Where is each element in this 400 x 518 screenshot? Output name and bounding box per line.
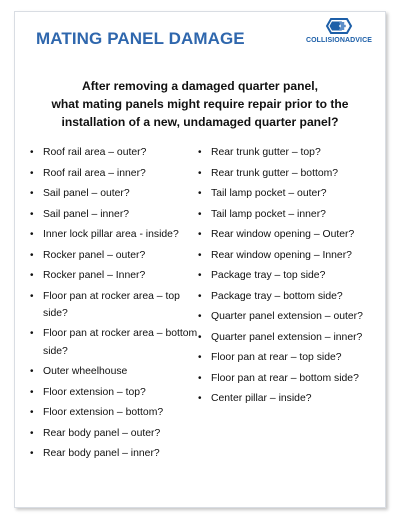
bullet-icon: • [198,147,202,158]
collision-advice-logo-text: COLLISIONADVICE [305,37,373,44]
bullet-icon: • [198,208,202,220]
list-item-text: Roof rail area – outer? [43,147,147,158]
question-block [24,77,376,131]
list-item [28,404,198,421]
list-item-text: Rear trunk gutter – top? [211,147,321,158]
bullet-icon: • [198,270,202,281]
list-item [196,329,374,346]
list-item [196,144,374,161]
bullet-icon: • [30,249,34,261]
bullet-icon: • [198,188,202,199]
list-item-text: Quarter panel extension – outer? [211,311,363,322]
list-item-text: Package tray – bottom side? [211,290,343,302]
list-item-text: Floor pan at rocker area – top side? [43,290,180,319]
list-item-text: Floor pan at rear – top side? [211,352,342,363]
list-item-text: Inner lock pillar area - inside? [43,229,179,240]
list-item-text: Floor extension – bottom? [43,407,164,419]
list-item-text: Rear window opening – Inner? [211,249,352,261]
list-item-text: Quarter panel extension – inner? [211,331,363,343]
bullet-icon: • [198,167,202,179]
bullet-icon: • [30,270,34,281]
list-item-text: Rear window opening – Outer? [211,229,355,240]
list-item-text: Sail panel – inner? [43,208,130,220]
bullet-icon: • [198,229,202,240]
list-item [196,308,374,325]
question-line-3: installation of a new, undamaged quarter panel? [61,115,339,129]
list-item-text: Rocker panel – Inner? [43,270,146,281]
bullet-icon: • [198,290,202,302]
list-item [196,390,374,407]
list-item [28,226,198,243]
list-item-text: Tail lamp pocket – outer? [211,188,327,199]
list-item [28,363,198,380]
collision-advice-logo [300,16,378,46]
bullet-icon: • [30,188,34,199]
list-item-text: Outer wheelhouse [43,366,128,378]
bullet-icon: • [198,249,202,261]
list-item [28,325,198,360]
list-item [28,288,198,323]
list-item-text: Floor extension – top? [43,386,146,398]
bullet-icon: • [30,167,34,179]
bullet-icon: • [198,352,202,363]
list-item-text: Sail panel – outer? [43,188,130,199]
collision-advice-logo-icon [324,16,354,36]
question-line-1: After removing a damaged quarter panel, [82,79,318,93]
bullet-icon: • [30,386,34,398]
list-item-text: Rocker panel – outer? [43,249,146,261]
bullet-icon: • [30,448,34,460]
list-item [196,349,374,366]
right-panel-list [196,144,374,411]
list-item-text: Floor pan at rocker area – bottom side? [43,328,198,357]
list-item [28,445,198,462]
list-item-text: Rear body panel – outer? [43,427,161,439]
list-item-text: Floor pan at rear – bottom side? [211,372,359,384]
bullet-icon: • [198,393,202,404]
bullet-icon: • [30,328,34,340]
list-item-text: Rear body panel – inner? [43,448,160,460]
list-item [28,247,198,264]
question-line-2: what mating panels might require repair prior to the [51,97,349,111]
list-item [196,267,374,284]
bullet-icon: • [30,208,34,220]
bullet-icon: • [30,427,34,439]
list-item [196,226,374,243]
bullet-icon: • [30,147,34,158]
list-item [28,425,198,442]
bullet-icon: • [30,366,34,378]
list-item [196,288,374,305]
list-item [28,384,198,401]
list-item-text: Tail lamp pocket – inner? [211,208,326,220]
list-item [196,165,374,182]
list-item-text: Center pillar – inside? [211,393,312,404]
list-item [196,247,374,264]
bullet-icon: • [198,372,202,384]
list-item-text: Rear trunk gutter – bottom? [211,167,339,179]
page-title: MATING PANEL DAMAGE [36,29,245,48]
list-item [28,144,198,161]
bullet-icon: • [30,407,34,419]
list-item-text: Roof rail area – inner? [43,167,146,179]
bullet-icon: • [198,311,202,322]
list-item [28,185,198,202]
left-panel-list [28,144,198,466]
list-item [196,370,374,387]
bullet-icon: • [30,229,34,240]
list-item [28,165,198,182]
list-item [28,206,198,223]
bullet-icon: • [198,331,202,343]
bullet-icon: • [30,290,34,302]
list-item [196,206,374,223]
list-item [196,185,374,202]
list-item [28,267,198,284]
list-item-text: Package tray – top side? [211,270,326,281]
